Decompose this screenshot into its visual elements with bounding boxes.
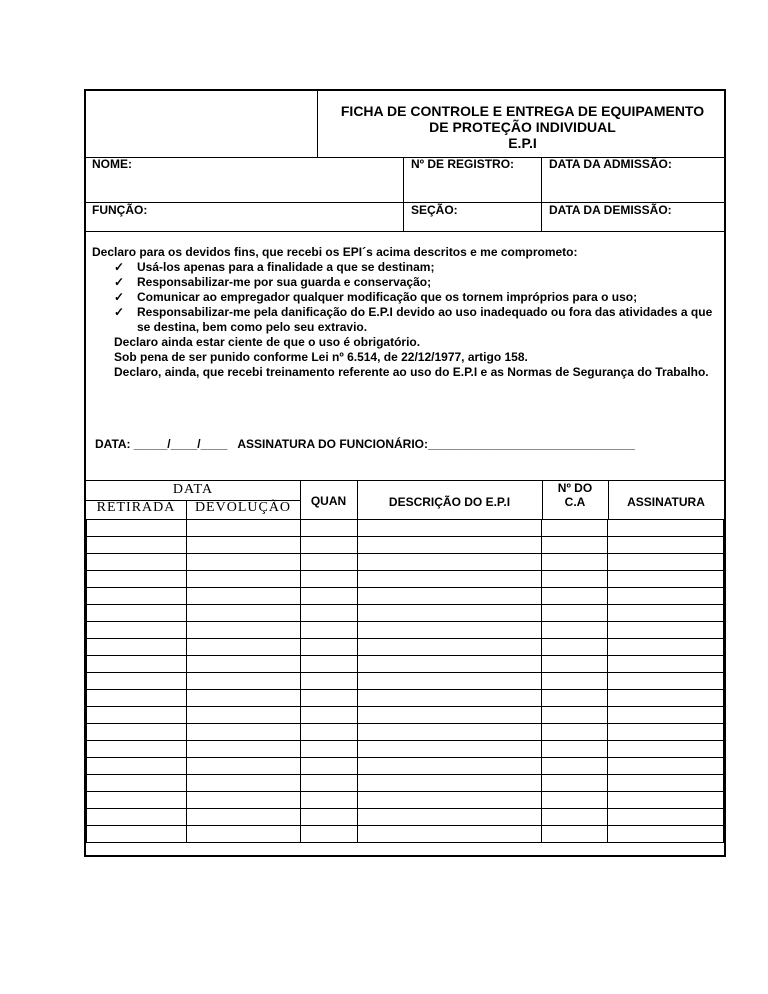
table-cell[interactable] bbox=[186, 622, 300, 639]
table-cell[interactable] bbox=[357, 826, 542, 843]
table-cell[interactable] bbox=[186, 758, 300, 775]
epi-delivery-table bbox=[86, 519, 724, 843]
admissao-label[interactable]: DATA DA ADMISSÃO: bbox=[549, 157, 672, 171]
table-cell[interactable] bbox=[542, 673, 608, 690]
table-cell[interactable] bbox=[357, 758, 542, 775]
table-cell[interactable] bbox=[542, 775, 608, 792]
declaration-block bbox=[92, 245, 720, 380]
table-row bbox=[87, 673, 724, 690]
table-cell[interactable] bbox=[186, 792, 300, 809]
col-header-data: DATA bbox=[172, 482, 214, 497]
col-header-quan: QUAN bbox=[310, 494, 347, 508]
table-cell[interactable] bbox=[608, 673, 724, 690]
table-cell[interactable] bbox=[542, 809, 608, 826]
table-cell[interactable] bbox=[186, 690, 300, 707]
registro-label[interactable]: Nº DE REGISTRO: bbox=[411, 157, 515, 171]
table-cell[interactable] bbox=[87, 656, 187, 673]
table-cell[interactable] bbox=[186, 724, 300, 741]
table-cell[interactable] bbox=[357, 537, 542, 554]
table-cell[interactable] bbox=[87, 605, 187, 622]
table-cell[interactable] bbox=[186, 809, 300, 826]
table-cell[interactable] bbox=[608, 792, 724, 809]
table-cell[interactable] bbox=[608, 826, 724, 843]
table-row bbox=[87, 537, 724, 554]
table-cell[interactable] bbox=[608, 690, 724, 707]
table-cell[interactable] bbox=[608, 588, 724, 605]
table-cell[interactable] bbox=[300, 622, 357, 639]
table-cell[interactable] bbox=[87, 554, 187, 571]
col-header-assinatura: ASSINATURA bbox=[627, 495, 705, 509]
table-cell[interactable] bbox=[87, 520, 187, 537]
checkmark-icon: ✓ bbox=[114, 260, 125, 274]
table-cell[interactable] bbox=[300, 707, 357, 724]
table-cell[interactable] bbox=[87, 775, 187, 792]
table-cell[interactable] bbox=[608, 775, 724, 792]
table-cell[interactable] bbox=[542, 605, 608, 622]
table-cell[interactable] bbox=[300, 826, 357, 843]
table-cell[interactable] bbox=[300, 639, 357, 656]
checkmark-icon: ✓ bbox=[114, 290, 125, 304]
table-cell[interactable] bbox=[542, 724, 608, 741]
table-cell[interactable] bbox=[608, 520, 724, 537]
table-cell[interactable] bbox=[357, 554, 542, 571]
table-cell[interactable] bbox=[542, 520, 608, 537]
table-cell[interactable] bbox=[87, 792, 187, 809]
table-cell[interactable] bbox=[542, 707, 608, 724]
table-cell[interactable] bbox=[300, 673, 357, 690]
divider bbox=[541, 157, 542, 231]
table-cell[interactable] bbox=[542, 622, 608, 639]
table-cell[interactable] bbox=[186, 656, 300, 673]
table-cell[interactable] bbox=[186, 554, 300, 571]
table-cell[interactable] bbox=[357, 656, 542, 673]
table-cell[interactable] bbox=[608, 571, 724, 588]
table-cell[interactable] bbox=[357, 809, 542, 826]
table-cell[interactable] bbox=[608, 537, 724, 554]
table-cell[interactable] bbox=[608, 707, 724, 724]
table-row bbox=[87, 520, 724, 537]
table-cell[interactable] bbox=[87, 571, 187, 588]
title-line-1: FICHA DE CONTROLE E ENTREGA DE EQUIPAMENTO bbox=[340, 103, 705, 119]
header-divider bbox=[317, 91, 318, 157]
training-line: Declaro, ainda, que recebi treinamento referente ao uso do E.P.I e as Normas de Segurança do Trabalho. bbox=[114, 365, 709, 379]
col-header-devolucao: DEVOLUÇÃO bbox=[194, 500, 292, 515]
table-cell[interactable] bbox=[87, 707, 187, 724]
demissao-label[interactable]: DATA DA DEMISSÃO: bbox=[549, 203, 672, 217]
nome-label[interactable]: NOME: bbox=[92, 157, 132, 171]
table-cell[interactable] bbox=[186, 639, 300, 656]
epi-form bbox=[84, 89, 726, 857]
table-cell[interactable] bbox=[186, 775, 300, 792]
list-item: ✓ Usá-los apenas para a finalidade a que se destinam; bbox=[114, 260, 435, 274]
table-cell[interactable] bbox=[87, 741, 187, 758]
table-cell[interactable] bbox=[87, 673, 187, 690]
table-cell[interactable] bbox=[542, 792, 608, 809]
table-cell[interactable] bbox=[186, 605, 300, 622]
table-cell[interactable] bbox=[300, 537, 357, 554]
table-cell[interactable] bbox=[87, 826, 187, 843]
table-row bbox=[87, 605, 724, 622]
table-row bbox=[87, 622, 724, 639]
table-cell[interactable] bbox=[357, 605, 542, 622]
table-cell[interactable] bbox=[542, 826, 608, 843]
col-header-ca: Nº DO C.A bbox=[557, 481, 593, 509]
secao-label[interactable]: SEÇÃO: bbox=[411, 203, 458, 217]
table-cell[interactable] bbox=[608, 656, 724, 673]
table-cell[interactable] bbox=[300, 741, 357, 758]
table-cell[interactable] bbox=[542, 639, 608, 656]
table-cell[interactable] bbox=[300, 809, 357, 826]
title-line-3: E.P.I bbox=[508, 135, 537, 151]
table-row bbox=[87, 690, 724, 707]
table-cell[interactable] bbox=[300, 554, 357, 571]
table-cell[interactable] bbox=[186, 520, 300, 537]
table-cell[interactable] bbox=[87, 639, 187, 656]
form-title bbox=[319, 103, 726, 151]
table-row bbox=[87, 656, 724, 673]
table-cell[interactable] bbox=[300, 520, 357, 537]
table-cell[interactable] bbox=[357, 588, 542, 605]
divider bbox=[403, 157, 404, 231]
table-row bbox=[87, 775, 724, 792]
table-cell[interactable] bbox=[357, 571, 542, 588]
table-cell[interactable] bbox=[357, 639, 542, 656]
table-cell[interactable] bbox=[300, 724, 357, 741]
table-cell[interactable] bbox=[357, 690, 542, 707]
table-cell[interactable] bbox=[542, 537, 608, 554]
table-cell[interactable] bbox=[357, 724, 542, 741]
table-row bbox=[87, 554, 724, 571]
table-cell[interactable] bbox=[186, 571, 300, 588]
table-row bbox=[87, 826, 724, 843]
col-header-descricao: DESCRIÇÃO DO E.P.I bbox=[388, 495, 511, 509]
list-item: ✓ Comunicar ao empregador qualquer modificação que os tornem impróprios para o uso; bbox=[114, 290, 638, 304]
table-row bbox=[87, 571, 724, 588]
list-item: ✓ Responsabilizar-me por sua guarda e conservação; bbox=[114, 275, 432, 289]
table-cell[interactable] bbox=[357, 520, 542, 537]
employee-signature-field[interactable]: ASSINATURA DO FUNCIONÁRIO:_______________________________ bbox=[237, 437, 635, 451]
table-cell[interactable] bbox=[87, 588, 187, 605]
list-item: ✓ Responsabilizar-me pela danificação do E.P.I devido ao uso inadequado ou fora das atividades a que se destina, bem como pelo seu extravio. bbox=[114, 305, 713, 334]
table-row bbox=[87, 741, 724, 758]
table-cell[interactable] bbox=[87, 809, 187, 826]
table-cell[interactable] bbox=[186, 673, 300, 690]
table-cell[interactable] bbox=[608, 554, 724, 571]
table-cell[interactable] bbox=[186, 537, 300, 554]
table-cell[interactable] bbox=[300, 588, 357, 605]
table-cell[interactable] bbox=[542, 690, 608, 707]
table-row bbox=[87, 758, 724, 775]
table-cell[interactable] bbox=[87, 690, 187, 707]
table-cell[interactable] bbox=[357, 622, 542, 639]
table-cell[interactable] bbox=[87, 758, 187, 775]
table-cell[interactable] bbox=[542, 758, 608, 775]
table-cell[interactable] bbox=[357, 792, 542, 809]
divider bbox=[86, 480, 724, 481]
table-cell[interactable] bbox=[186, 826, 300, 843]
table-cell[interactable] bbox=[87, 724, 187, 741]
table-row bbox=[87, 588, 724, 605]
table-cell[interactable] bbox=[87, 622, 187, 639]
table-cell[interactable] bbox=[300, 690, 357, 707]
table-cell[interactable] bbox=[542, 656, 608, 673]
table-cell[interactable] bbox=[608, 724, 724, 741]
declaration-intro: Declaro para os devidos fins, que recebi os EPI´s acima descritos e me comprometo: bbox=[92, 245, 578, 259]
table-cell[interactable] bbox=[542, 741, 608, 758]
title-line-2: DE PROTEÇÃO INDIVIDUAL bbox=[429, 119, 616, 135]
table-cell[interactable] bbox=[357, 673, 542, 690]
table-cell[interactable] bbox=[608, 639, 724, 656]
table-cell[interactable] bbox=[300, 571, 357, 588]
table-cell[interactable] bbox=[87, 537, 187, 554]
table-cell[interactable] bbox=[608, 758, 724, 775]
table-cell[interactable] bbox=[300, 775, 357, 792]
awareness-line: Declaro ainda estar ciente de que o uso é obrigatório. bbox=[114, 335, 421, 349]
penalty-line: Sob pena de ser punido conforme Lei nº 6.514, de 22/12/1977, artigo 158. bbox=[114, 350, 528, 364]
table-cell[interactable] bbox=[542, 554, 608, 571]
table-row bbox=[87, 639, 724, 656]
table-cell[interactable] bbox=[542, 571, 608, 588]
table-cell[interactable] bbox=[186, 741, 300, 758]
table-cell[interactable] bbox=[300, 792, 357, 809]
table-cell[interactable] bbox=[542, 588, 608, 605]
table-cell[interactable] bbox=[186, 707, 300, 724]
table-row bbox=[87, 724, 724, 741]
table-row bbox=[87, 707, 724, 724]
commitment-list bbox=[92, 260, 720, 335]
table-cell[interactable] bbox=[300, 758, 357, 775]
table-cell[interactable] bbox=[608, 622, 724, 639]
table-cell[interactable] bbox=[357, 707, 542, 724]
table-row bbox=[87, 809, 724, 826]
checkmark-icon: ✓ bbox=[114, 275, 125, 289]
table-cell[interactable] bbox=[357, 775, 542, 792]
divider bbox=[86, 231, 724, 232]
date-field[interactable]: DATA: _____/____/____ bbox=[95, 437, 228, 451]
table-cell[interactable] bbox=[300, 605, 357, 622]
table-cell[interactable] bbox=[608, 809, 724, 826]
col-header-retirada: RETIRADA bbox=[96, 500, 176, 515]
funcao-label[interactable]: FUNÇÃO: bbox=[92, 203, 148, 217]
table-cell[interactable] bbox=[608, 741, 724, 758]
signature-line[interactable] bbox=[95, 437, 635, 451]
table-row bbox=[87, 792, 724, 809]
table-cell[interactable] bbox=[186, 588, 300, 605]
table-cell[interactable] bbox=[608, 605, 724, 622]
checkmark-icon: ✓ bbox=[114, 305, 125, 319]
table-cell[interactable] bbox=[357, 741, 542, 758]
table-cell[interactable] bbox=[300, 656, 357, 673]
